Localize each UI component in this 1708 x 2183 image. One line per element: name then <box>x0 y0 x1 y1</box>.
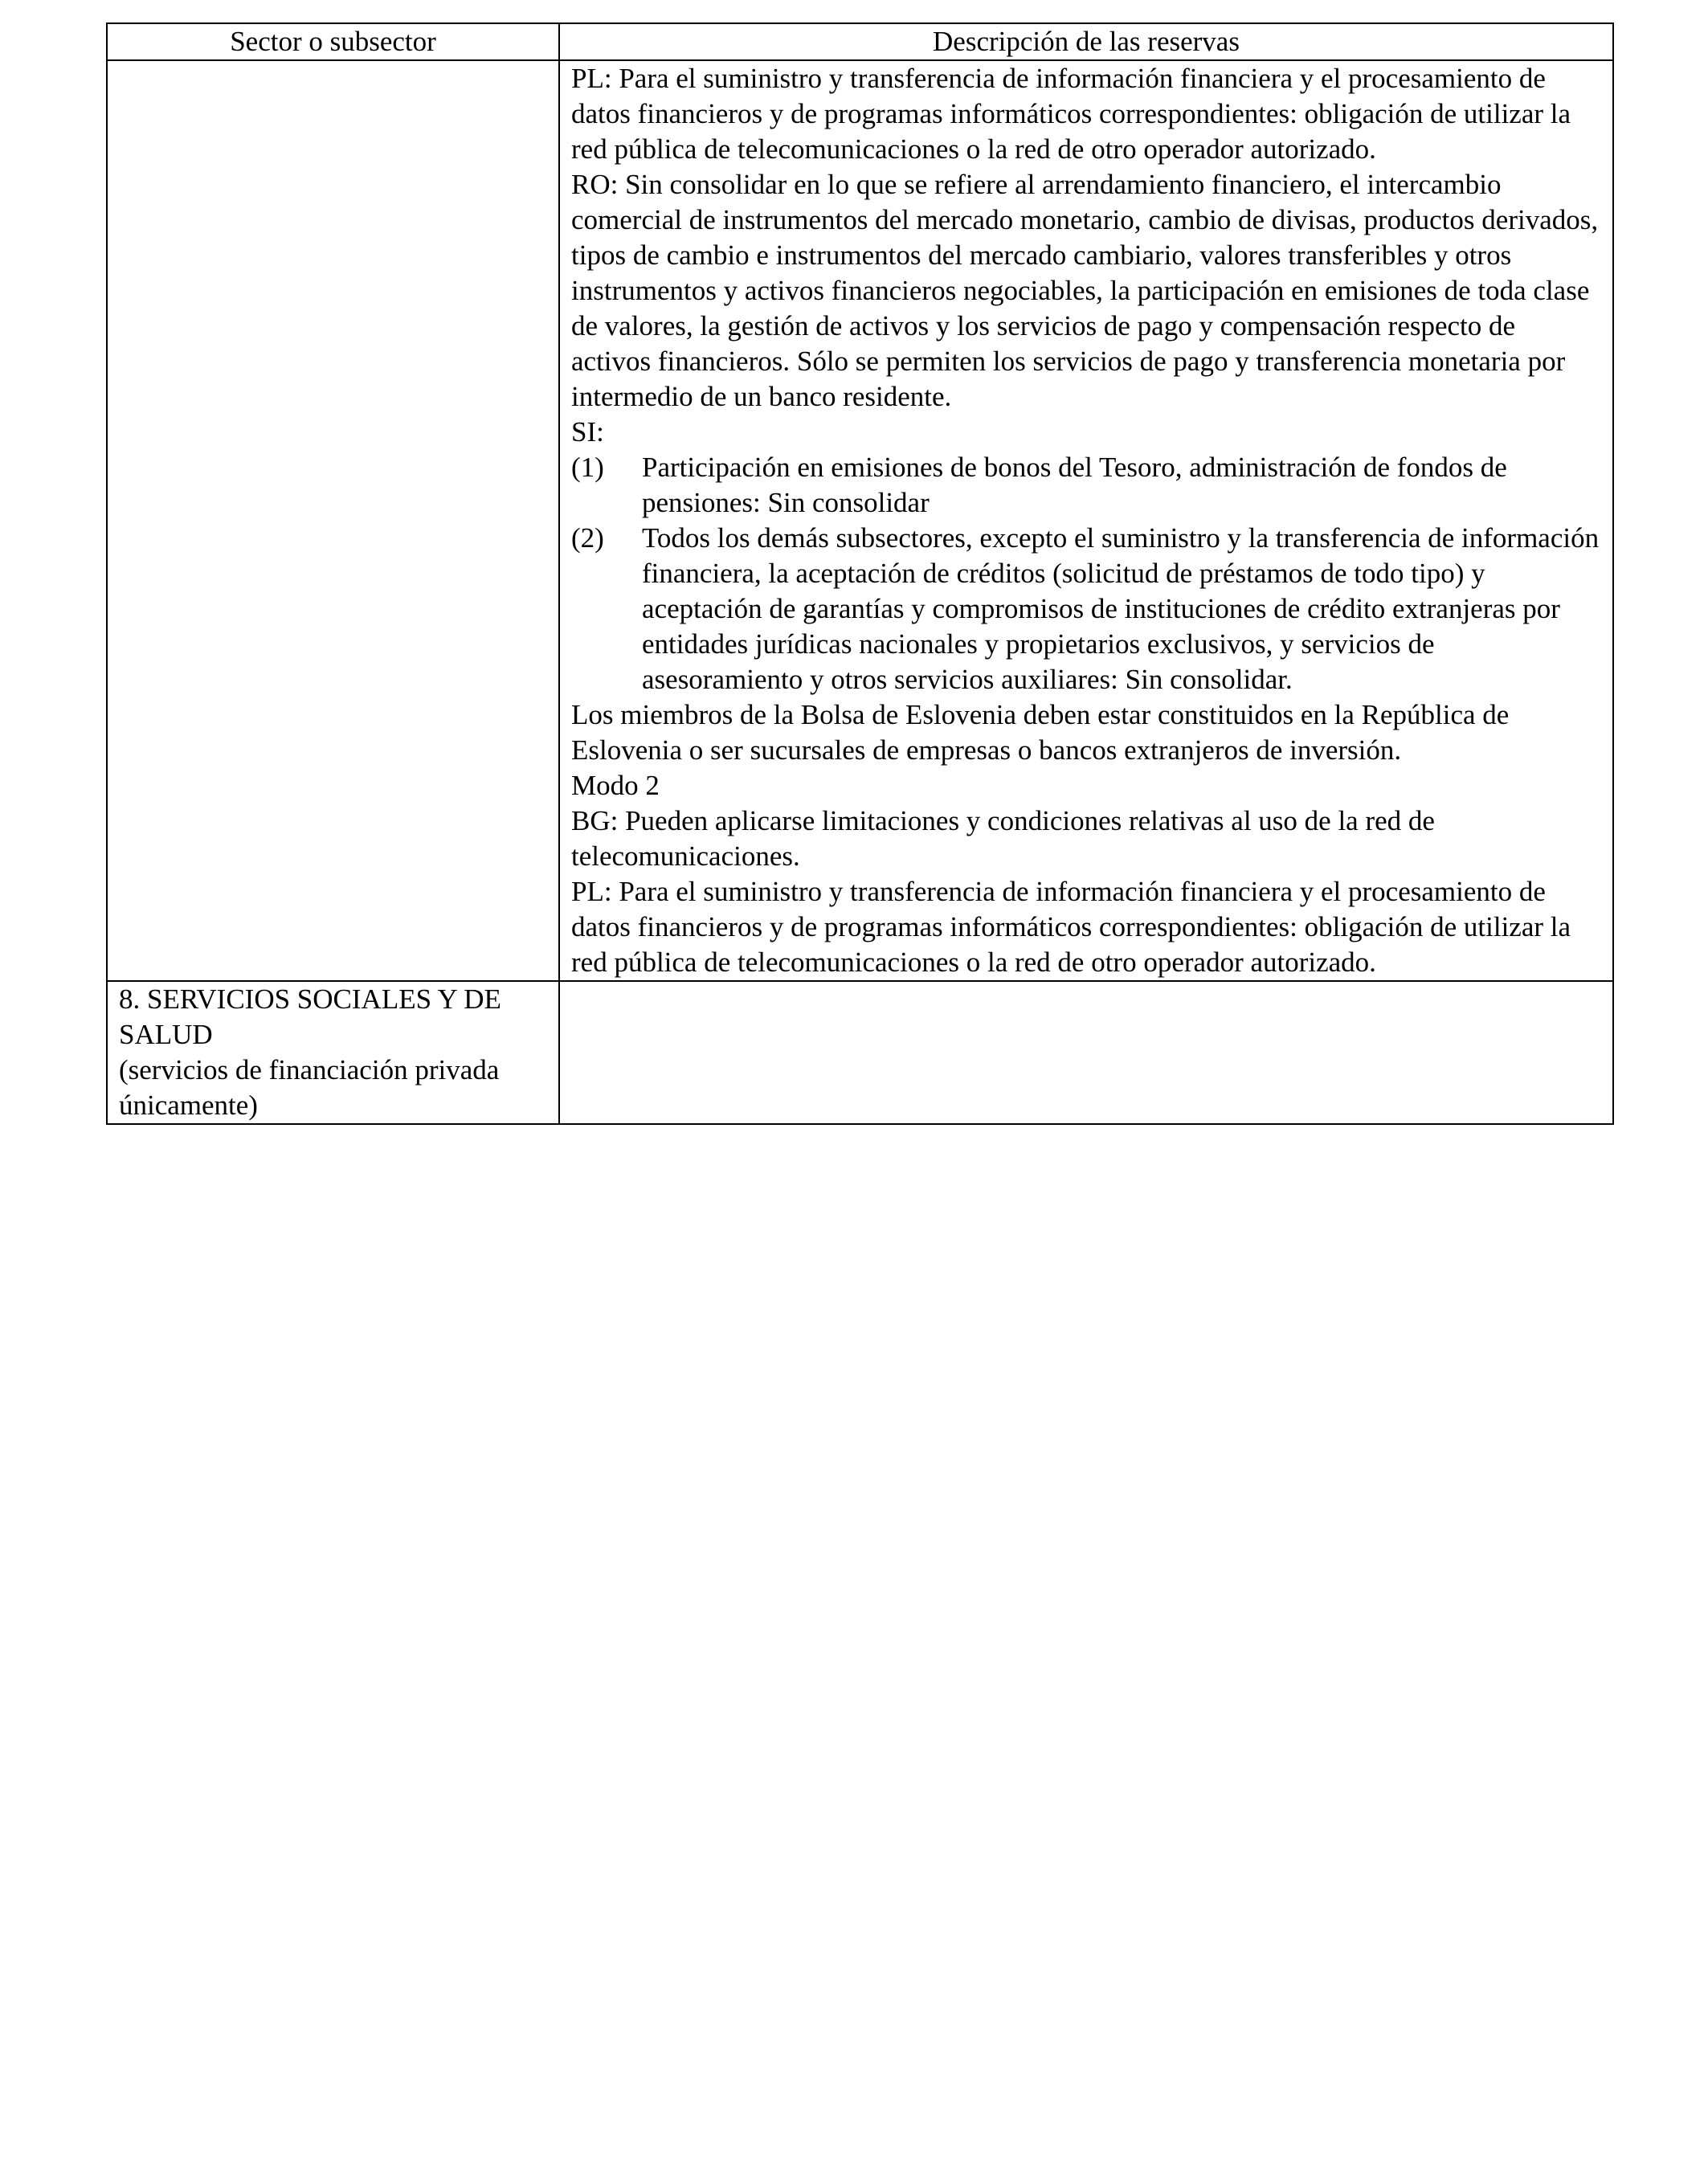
numbered-item <box>571 450 1601 521</box>
reservation-si-heading: SI: <box>571 416 604 448</box>
header-description: Descripción de las reservas <box>559 23 1613 60</box>
mode-heading: Modo 2 <box>571 770 660 801</box>
reservations-table <box>106 22 1614 1125</box>
reservation-pl-mode2: PL: Para el suministro y transferencia de información financiera y el procesamiento de datos financieros y de programas informáticos correspondientes: obligación de utilizar la red pública de telecomunicaciones o la red de otro operador autorizado. <box>571 876 1571 978</box>
sector-title: 8. SERVICIOS SOCIALES Y DE SALUD <box>119 983 501 1050</box>
numbered-item-label: (2) <box>571 522 604 554</box>
numbered-item-text: Participación en emisiones de bonos del Tesoro, administración de fondos de pensiones: Sin consolidar <box>642 452 1507 518</box>
sector-cell-empty <box>107 60 559 981</box>
numbered-item <box>571 521 1601 697</box>
reservation-ro: RO: Sin consolidar en lo que se refiere al arrendamiento financiero, el intercambio comercial de instrumentos del mercado monetario, cambio de divisas, productos derivados, tipos de cambio e instrumentos del mercado cambiario, valores transferibles y otros instrumentos y activos financieros negociables, la participación en emisiones de toda clase de valores, la gestión de activos y los servicios de pago y compensación respecto de activos financieros. Sólo se permiten los servicios de pago y transferencia monetaria por intermedio de un banco residente. <box>571 169 1599 412</box>
numbered-item-text: Todos los demás subsectores, excepto el suministro y la transferencia de información financiera, la aceptación de créditos (solicitud de préstamos de todo tipo) y aceptación de garantías y compromisos de instituciones de crédito extranjeras por entidades jurídicas nacionales y propietarios exclusivos, y servicios de asesoramiento y otros servicios auxiliares: Sin consolidar. <box>642 522 1600 695</box>
description-cell-empty <box>559 981 1613 1124</box>
sector-subtitle: (servicios de financiación privada únicamente) <box>119 1054 500 1121</box>
table-header-row <box>107 23 1613 60</box>
sector-cell <box>107 981 559 1124</box>
header-sector: Sector o subsector <box>107 23 559 60</box>
description-cell <box>559 60 1613 981</box>
table-row <box>107 60 1613 981</box>
reservation-bg: BG: Pueden aplicarse limitaciones y condiciones relativas al uso de la red de telecomunicaciones. <box>571 805 1435 872</box>
numbered-item-label: (1) <box>571 452 604 483</box>
reservation-pl-mode1: PL: Para el suministro y transferencia de información financiera y el procesamiento de datos financieros y de programas informáticos correspondientes: obligación de utilizar la red pública de telecomunicaciones o la red de otro operador autorizado. <box>571 63 1571 165</box>
reservation-slovenia-exchange: Los miembros de la Bolsa de Eslovenia deben estar constituidos en la República de Eslovenia o ser sucursales de empresas o bancos extranjeros de inversión. <box>571 699 1510 766</box>
table-row <box>107 981 1613 1124</box>
